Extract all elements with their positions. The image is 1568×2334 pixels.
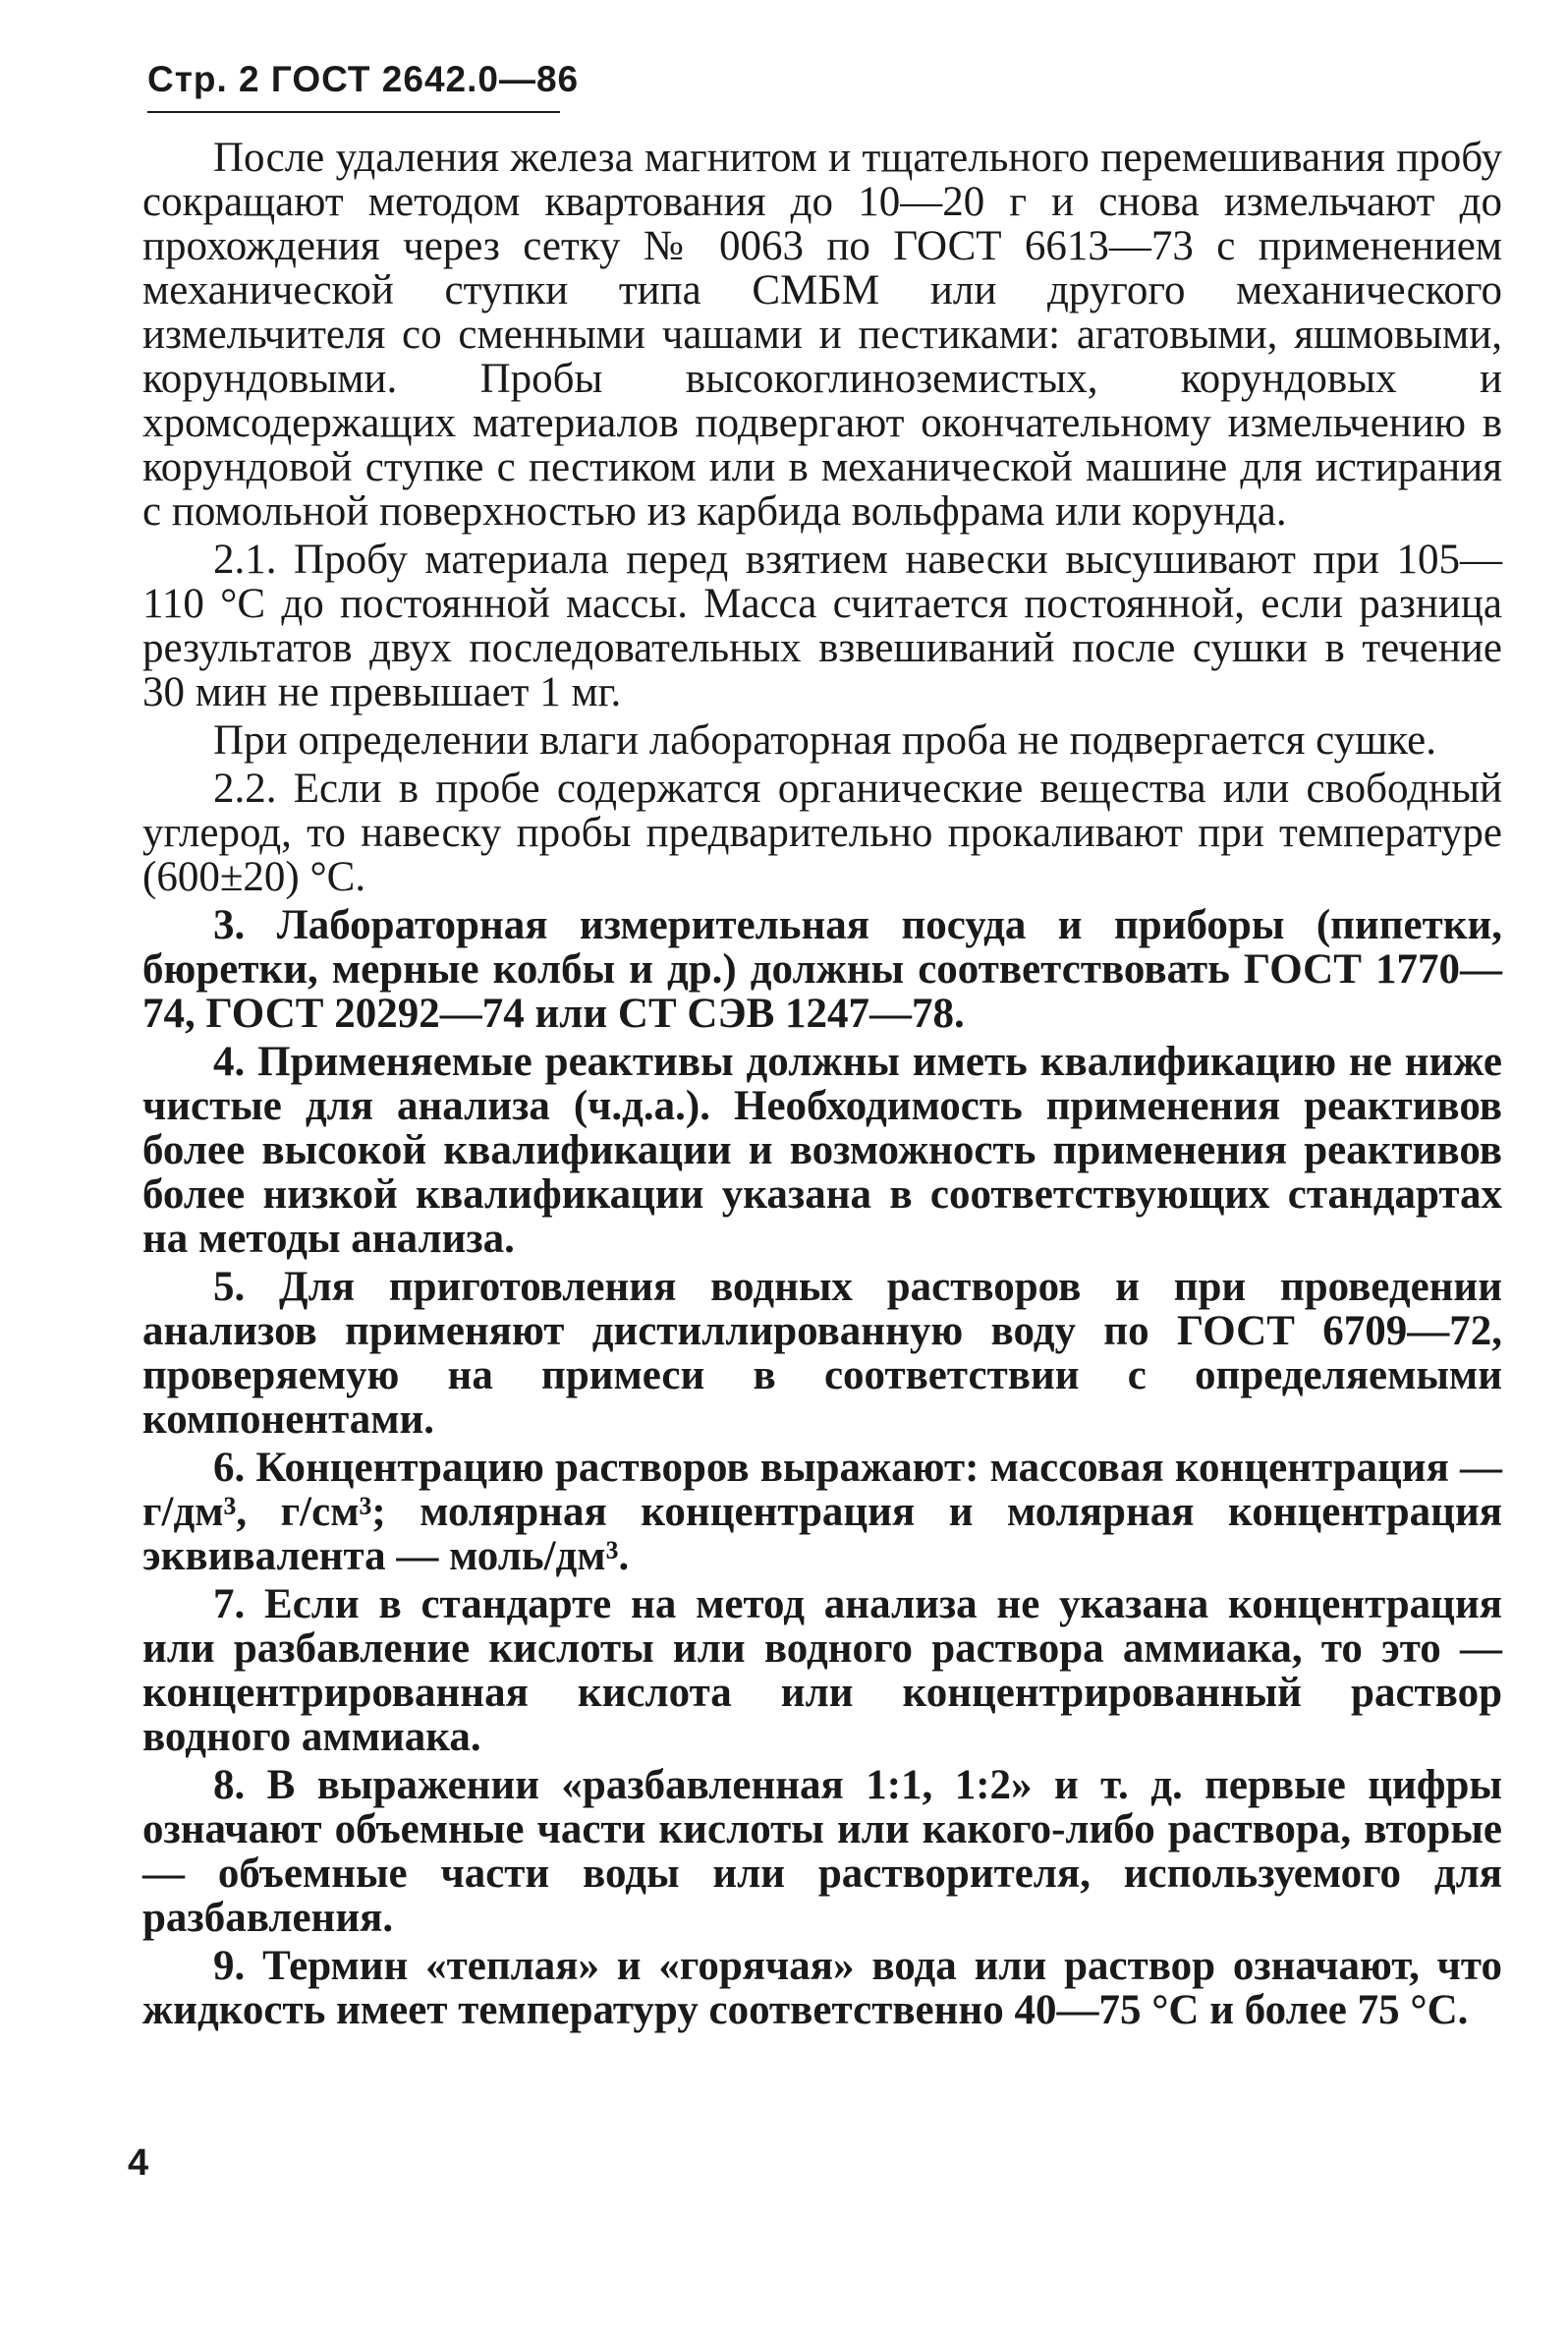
paragraph-6: 6. Концентрацию растворов выражают: массовая концентрация — г/дм³, г/см³; молярная концентрация и молярная концентрация эквивалента — моль/дм³.	[142, 1445, 1502, 1579]
paragraph-2-2: 2.2. Если в пробе содержатся органические вещества или свободный углерод, то навеску пробы предварительно прокаливают при температуре (600±20) °С.	[142, 766, 1502, 900]
paragraph-9: 9. Термин «теплая» и «горячая» вода или раствор означают, что жидкость имеет температуру соответственно 40—75 °С и более 75 °С.	[142, 1943, 1502, 2033]
paragraph-moisture-note: При определении влаги лабораторная проба не подвергается сушке.	[213, 717, 1436, 764]
paragraph-8: 8. В выражении «разбавленная 1:1, 1:2» и т. д. первые цифры означают объемные части кислоты или какого-либо раствора, вторые — объемные части воды или растворителя, используемого для разбавления.	[142, 1762, 1502, 1941]
paragraph-sample-grinding: После удаления железа магнитом и тщательного перемешивания пробу сокращают методом квартования до 10—20 г и снова измельчают до прохождения через сетку № 0063 по ГОСТ 6613—73 с применением механической ступки типа СМБМ или другого механического измельчителя со сменными чашами и пестиками: агатовыми, яшмовыми, корундовыми. Пробы высокоглиноземистых, корундовых и хромсодержащих материалов подвергают окончательному измельчению в корундовой ступке с пестиком или в механической машине для истирания с помольной поверхностью из карбида вольфрама или корунда.	[142, 135, 1502, 535]
body-text	[142, 136, 1502, 2036]
page-number: 4	[128, 2142, 149, 2184]
paragraph-4: 4. Применяемые реактивы должны иметь квалификацию не ниже чистые для анализа (ч.д.а.). Необходимость применения реактивов более высокой квалификации и возможность применения реактивов более низкой квалификации указана в соответствующих стандартах на методы анализа.	[142, 1039, 1502, 1262]
running-header: Стр. 2 ГОСТ 2642.0—86	[147, 59, 580, 99]
header-rule	[147, 111, 560, 113]
paragraph-7: 7. Если в стандарте на метод анализа не указана концентрация или разбавление кислоты или водного раствора аммиака, то это — концентрированная кислота или концентрированный раствор водного аммиака.	[142, 1581, 1502, 1760]
paragraph-3: 3. Лабораторная измерительная посуда и приборы (пипетки, бюретки, мерные колбы и др.) должны соответствовать ГОСТ 1770—74, ГОСТ 20292—74 или СТ СЭВ 1247—78.	[142, 902, 1502, 1037]
paragraph-2-1: 2.1. Пробу материала перед взятием навески высушивают при 105—110 °С до постоянной массы. Масса считается постоянной, если разница результатов двух последовательных взвешиваний после сушки в течение 30 мин не превышает 1 мг.	[142, 537, 1502, 715]
paragraph-5: 5. Для приготовления водных растворов и при проведении анализов применяют дистиллированную воду по ГОСТ 6709—72, проверяемую на примеси в соответствии с определяемыми компонентами.	[142, 1264, 1502, 1443]
